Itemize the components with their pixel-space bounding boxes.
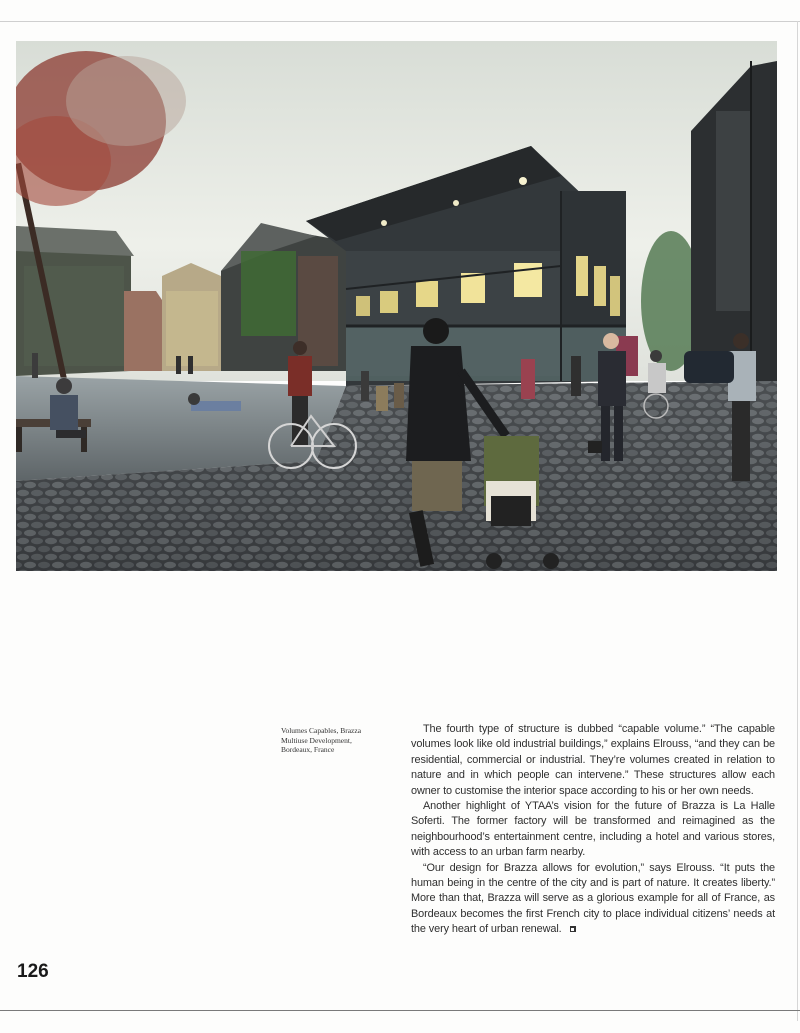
caption-line: Multiuse Development, [281, 735, 352, 745]
article-paragraph-text: “Our design for Brazza allows for evolution,” says Elrouss. “It puts the human being in the centre of the city and is part of nature. It creates liberty.” More than that, Brazza will serve as a glorious example for all of France, as Bordeaux becomes the first French city to place individual citizens’ needs at the very heart of urban renewal. [411, 861, 775, 936]
image-caption [281, 726, 391, 755]
page-number: 126 [17, 961, 49, 982]
article-paragraph: Another highlight of YTAA’s vision for the future of Brazza is La Halle Soferti. The former factory will be transformed and reimagined as the neighbourhood’s entertainment centre, including a hotel and various stores, with access to an urban farm nearby. [411, 800, 775, 859]
article-paragraph [411, 861, 775, 938]
page-edge-right [797, 21, 798, 1021]
caption-line: Bordeaux, France [281, 745, 335, 754]
article-body [411, 722, 775, 938]
caption-line: Volumes Capables, Brazza [281, 726, 362, 735]
end-of-article-icon [570, 926, 576, 932]
page-edge-top [0, 21, 800, 22]
architectural-rendering-image [16, 41, 777, 571]
article-paragraph: The fourth type of structure is dubbed “capable volume.” “The capable volumes look like old industrial buildings,” explains Elrouss, “and they can be residential, commercial or industrial. They’re volumes created in relation to nature and in which people can intervene.” These structures allow each owner to customise the interior space according to his or her own needs. [411, 723, 775, 797]
page-edge-bottom [0, 1010, 800, 1011]
